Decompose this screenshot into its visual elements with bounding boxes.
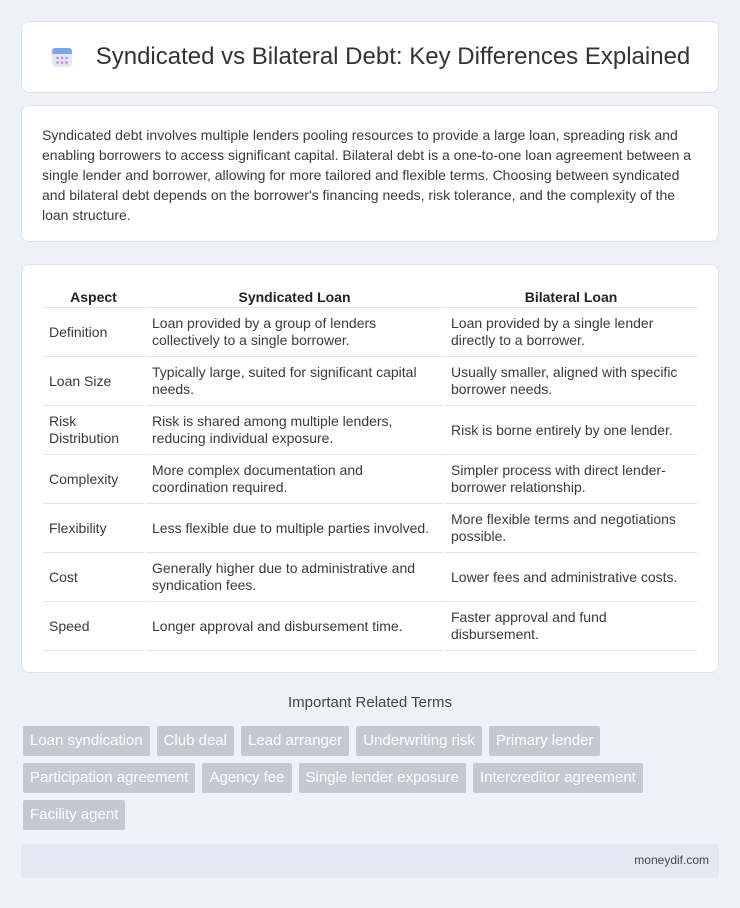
table-row xyxy=(43,357,697,406)
related-terms-title: Important Related Terms xyxy=(288,694,452,711)
cell-bilateral: Loan provided by a single lender directly to a borrower. xyxy=(445,308,697,357)
cell-aspect: Speed xyxy=(43,602,144,651)
related-term-tag[interactable]: Single lender exposure xyxy=(299,763,466,793)
comparison-table xyxy=(41,287,699,651)
related-term-tag[interactable]: Primary lender xyxy=(489,726,601,756)
cell-bilateral: More flexible terms and negotiations possible. xyxy=(445,504,697,553)
cell-syndicated: More complex documentation and coordination required. xyxy=(146,455,443,504)
page-title: Syndicated vs Bilateral Debt: Key Differences Explained xyxy=(95,43,691,70)
column-header-syndicated: Syndicated Loan xyxy=(146,287,443,308)
cell-bilateral: Simpler process with direct lender-borrower relationship. xyxy=(445,455,697,504)
cell-aspect: Definition xyxy=(43,308,144,357)
cell-aspect: Risk Distribution xyxy=(43,406,144,455)
cell-syndicated: Longer approval and disbursement time. xyxy=(146,602,443,651)
related-term-tag[interactable]: Lead arranger xyxy=(241,726,349,756)
cell-bilateral: Risk is borne entirely by one lender. xyxy=(445,406,697,455)
calendar-icon xyxy=(50,45,74,69)
cell-aspect: Loan Size xyxy=(43,357,144,406)
comparison-card xyxy=(21,264,719,673)
cell-syndicated: Less flexible due to multiple parties involved. xyxy=(146,504,443,553)
cell-aspect: Complexity xyxy=(43,455,144,504)
related-term-tag[interactable]: Underwriting risk xyxy=(356,726,482,756)
footer xyxy=(21,844,719,878)
column-header-aspect: Aspect xyxy=(43,287,144,308)
column-header-bilateral: Bilateral Loan xyxy=(445,287,697,308)
table-row xyxy=(43,602,697,651)
related-term-tag[interactable]: Facility agent xyxy=(23,800,125,830)
table-header-row xyxy=(43,287,697,308)
intro-text: Syndicated debt involves multiple lenders pooling resources to provide a large loan, spreading risk and enabling borrowers to access significant capital. Bilateral debt is a one-to-one loan agreement between a single lender and borrower, allowing for more tailored and flexible terms. Choosing between syndicated and bilateral debt depends on the borrower's financing needs, risk tolerance, and the complexity of the loan structure. xyxy=(42,127,692,223)
cell-aspect: Cost xyxy=(43,553,144,602)
cell-syndicated: Generally higher due to administrative and syndication fees. xyxy=(146,553,443,602)
intro-card xyxy=(21,105,719,242)
table-row xyxy=(43,504,697,553)
cell-syndicated: Typically large, suited for significant capital needs. xyxy=(146,357,443,406)
related-term-tag[interactable]: Agency fee xyxy=(202,763,291,793)
related-term-tag[interactable]: Loan syndication xyxy=(23,726,150,756)
cell-aspect: Flexibility xyxy=(43,504,144,553)
cell-bilateral: Faster approval and fund disbursement. xyxy=(445,602,697,651)
related-term-tag[interactable]: Participation agreement xyxy=(23,763,195,793)
cell-syndicated: Risk is shared among multiple lenders, reducing individual exposure. xyxy=(146,406,443,455)
related-term-tag[interactable]: Intercreditor agreement xyxy=(473,763,643,793)
cell-bilateral: Lower fees and administrative costs. xyxy=(445,553,697,602)
footer-site: moneydif.com xyxy=(634,853,709,867)
table-row xyxy=(43,308,697,357)
table-row xyxy=(43,455,697,504)
title-card xyxy=(21,21,719,93)
related-terms-list xyxy=(23,726,723,830)
table-row xyxy=(43,406,697,455)
cell-bilateral: Usually smaller, aligned with specific borrower needs. xyxy=(445,357,697,406)
related-term-tag[interactable]: Club deal xyxy=(157,726,234,756)
table-row xyxy=(43,553,697,602)
cell-syndicated: Loan provided by a group of lenders collectively to a single borrower. xyxy=(146,308,443,357)
